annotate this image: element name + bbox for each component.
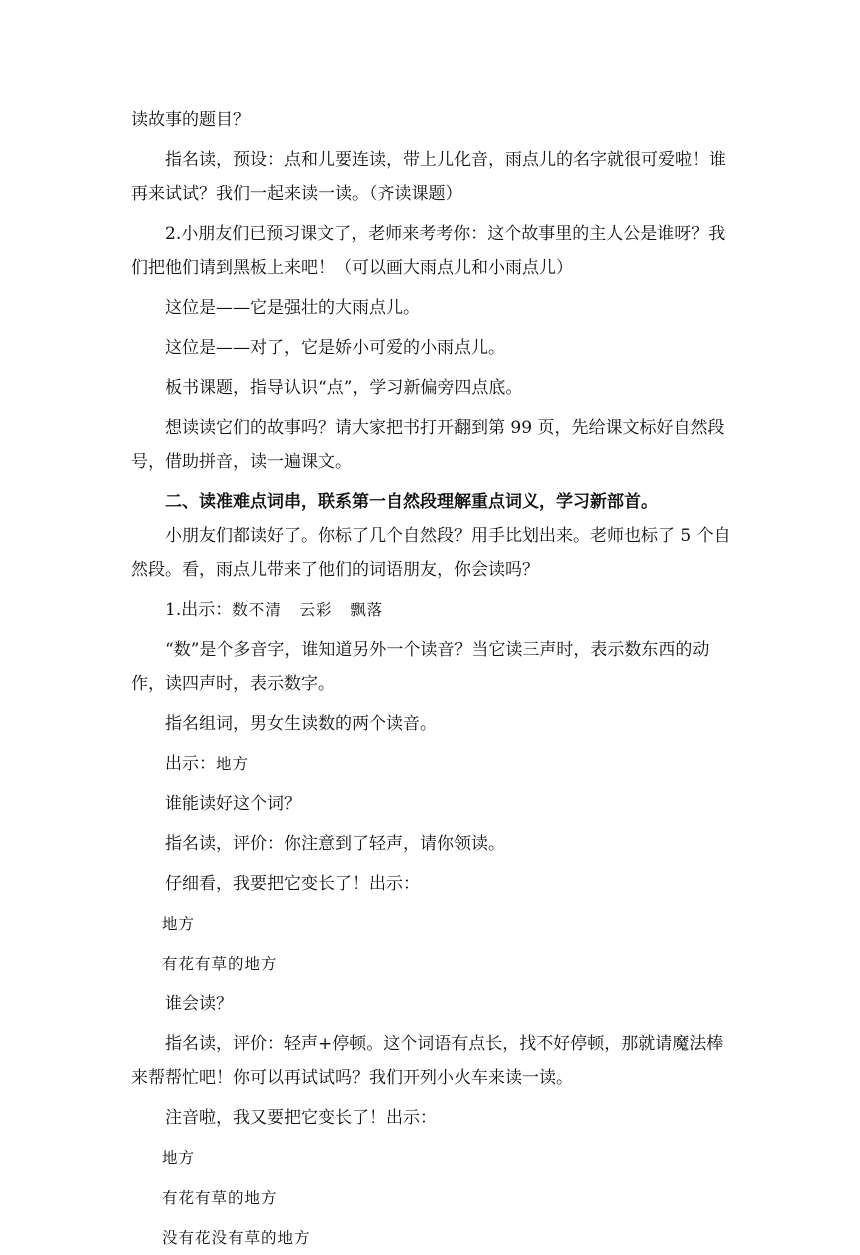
word-list: 数不清 云彩 飘落	[232, 601, 384, 619]
section-heading: 二、读准难点词串，联系第一自然段理解重点词义，学习新部首。	[165, 492, 658, 512]
paragraph: 指名组词，男女生读数的两个读音。	[165, 714, 437, 734]
phrase: 有花有草的地方	[162, 1189, 278, 1207]
paragraph: 仔细看，我要把它变长了！出示：	[165, 874, 420, 894]
document-body	[131, 103, 731, 1255]
paragraph: 注音啦，我又要把它变长了！出示：	[165, 1108, 437, 1128]
paragraph: 读故事的题目？	[131, 110, 250, 130]
paragraph: 指名读，预设：点和儿要连读，带上儿化音，雨点儿的名字就很可爱啦！谁再来试试？我们一起来读一读。（齐读课题）	[131, 150, 726, 204]
phrase: 没有花没有草的地方	[162, 1229, 311, 1247]
word: 地方	[216, 755, 250, 773]
paragraph: “数”是个多音字，谁知道另外一个读音？当它读三声时，表示数东西的动作，读四声时，表示数字。	[131, 640, 710, 694]
paragraph: 谁能读好这个词？	[165, 794, 301, 814]
paragraph: 小朋友们都读好了。你标了几个自然段？用手比划出来。老师也标了 5 个自然段。看，雨点儿带来了他们的词语朋友，你会读吗？	[131, 526, 731, 580]
paragraph: 指名读，评价：轻声+停顿。这个词语有点长，找不好停顿，那就请魔法棒来帮帮忙吧！你可以再试试吗？我们开列小火车来读一读。	[131, 1034, 724, 1088]
phrase: 地方	[162, 1149, 196, 1167]
show-label: 1.出示：	[165, 600, 233, 620]
paragraph: 这位是——对了，它是娇小可爱的小雨点儿。	[165, 338, 505, 358]
show-word	[131, 747, 731, 781]
show-label: 出示：	[165, 754, 216, 774]
shown-words	[131, 593, 731, 627]
paragraph: 想读读它们的故事吗？请大家把书打开翻到第 99 页，先给课文标好自然段号，借助拼音，读一遍课文。	[131, 418, 725, 472]
paragraph: 板书课题，指导认识“点”，学习新偏旁四点底。	[165, 378, 523, 398]
phrase: 地方	[162, 915, 196, 933]
paragraph: 谁会读？	[165, 994, 233, 1014]
paragraph: 2.小朋友们已预习课文了，老师来考考你：这个故事里的主人公是谁呀？我们把他们请到黑板上来吧！（可以画大雨点儿和小雨点儿）	[131, 224, 726, 278]
paragraph: 指名读，评价：你注意到了轻声，请你领读。	[165, 834, 505, 854]
phrase: 有花有草的地方	[162, 955, 278, 973]
paragraph: 这位是——它是强壮的大雨点儿。	[165, 298, 420, 318]
